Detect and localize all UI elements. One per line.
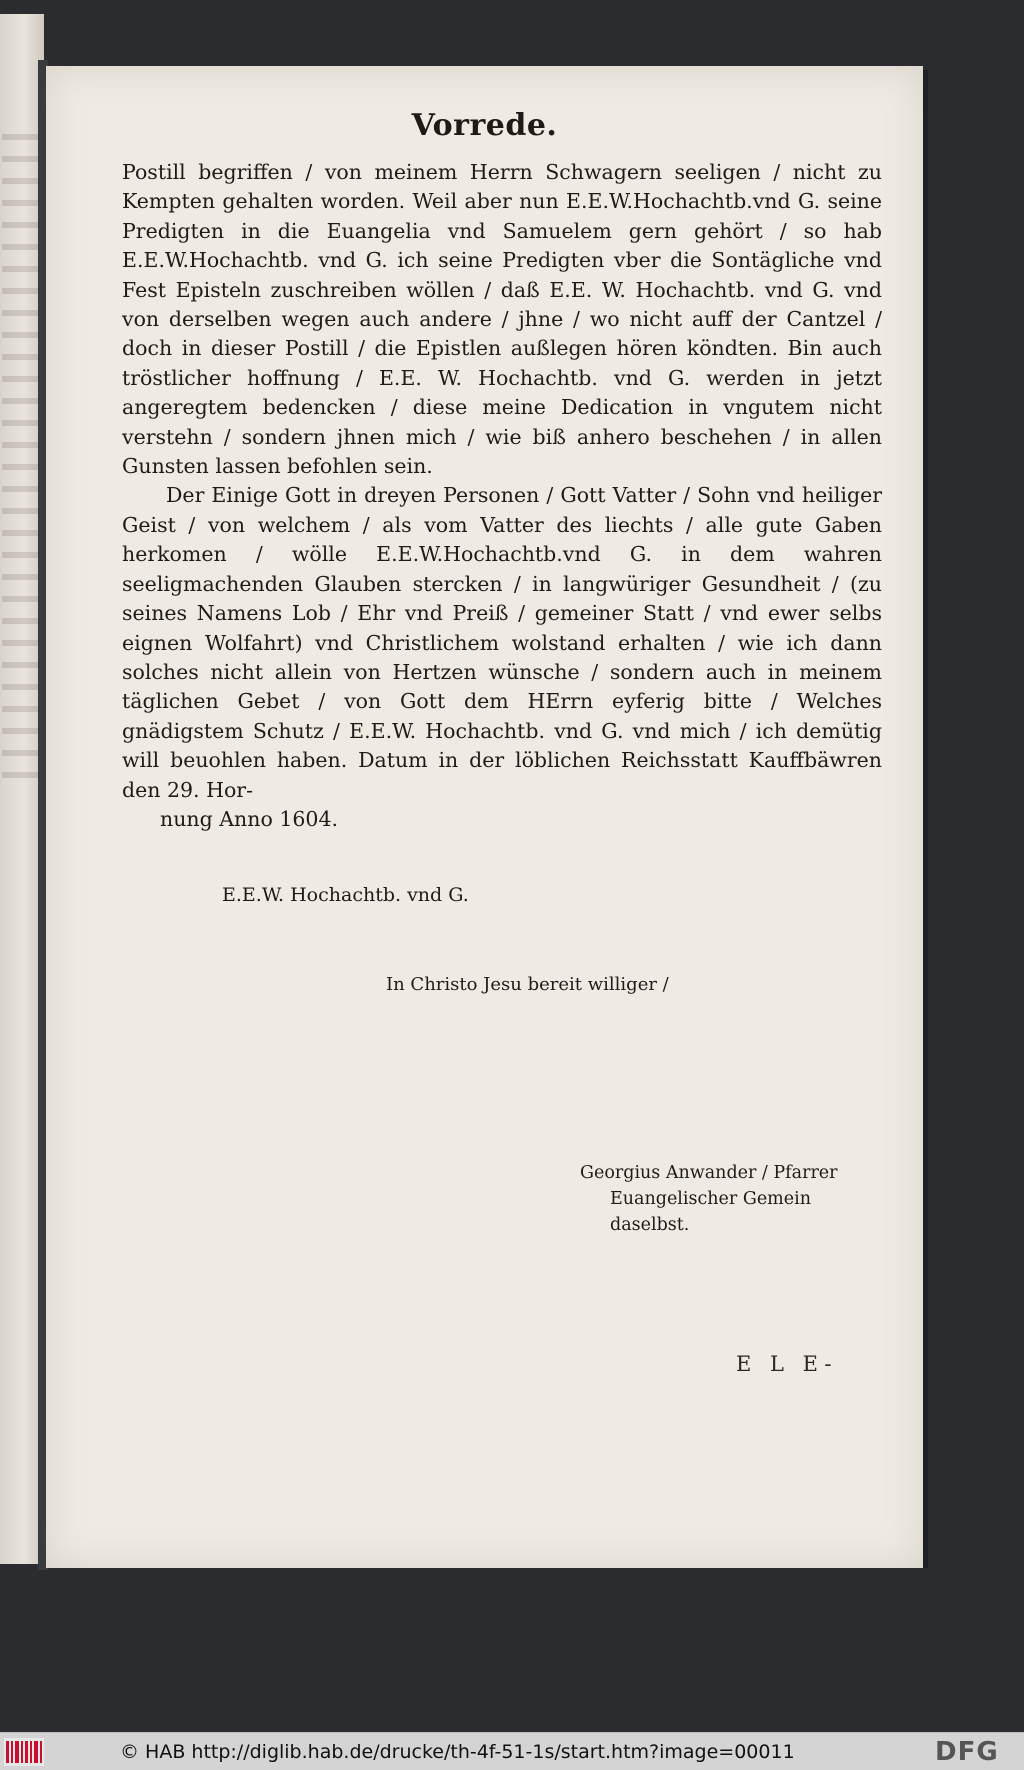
paragraph-1: Postill begriffen / von meinem Herrn Schwagern seeligen / nicht zu Kempten gehalten worden. Weil aber nun E.E.W.Hochachtb.vnd G. seine Predigten in die Euangelia vnd Samuelem gern gehört / so hab E.E.W.Hochachtb. vnd G. ich seine Predigten vber die Sontägliche vnd Fest Episteln zuschreiben wöllen / daß E.E. W. Hochachtb. vnd G. vnd von derselben wegen auch andere / jhne / wo nicht auff der Cantzel / doch in dieser Postill / die Epistlen außlegen hören köndten. Bin auch tröstlicher hoffnung / E.E. W. Hochachtb. vnd G. werden in jetzt angeregtem bedencken / diese meine Dedication in vngutem nicht verstehn / sondern jhnen mich / wie biß anhero beschehen / in allen Gunsten lassen befohlen sein. <box>122 160 882 479</box>
footer-bar <box>0 1732 1024 1770</box>
signature-line-3: daselbst. <box>610 1215 690 1235</box>
catchword: E L E- <box>736 1352 838 1376</box>
running-header: Vorrede. <box>411 108 558 143</box>
document-page <box>46 66 923 1568</box>
signature-line-1: Georgius Anwander / Pfarrer <box>580 1163 838 1183</box>
body-text <box>122 158 882 834</box>
dfg-logo[interactable]: DFG <box>935 1737 999 1767</box>
barcode-logo-icon[interactable] <box>4 1738 44 1766</box>
signature-block <box>580 1160 838 1238</box>
copyright-link[interactable]: © HAB http://diglib.hab.de/drucke/th-4f-51-1s/start.htm?image=00011 <box>120 1741 795 1763</box>
salutation: E.E.W. Hochachtb. vnd G. <box>222 884 469 906</box>
closing-formula: In Christo Jesu bereit williger / <box>386 974 669 995</box>
signature-line-2: Euangelischer Gemein <box>610 1189 811 1209</box>
previous-page-text-fragment <box>2 134 40 784</box>
paragraph-2-last-line: nung Anno 1604. <box>160 806 339 831</box>
paragraph-2: Der Einige Gott in dreyen Personen / Gott Vatter / Sohn vnd heiliger Geist / von welchem / als vom Vatter des liechts / alle gute Gaben herkomen / wölle E.E.W.Hochachtb.vnd G. in dem wahren seeligmachenden Glauben stercken / in langwüriger Gesundheit / (zu seines Namens Lob / Ehr vnd Preiß / gemeiner Statt / vnd ewer selbs eignen Wolfahrt) vnd Christlichem wolstand erhalten / wie ich dann solches nicht allein von Hertzen wünsche / sondern auch in meinem täglichen Gebet / von Gott dem HErrn eyferig bitte / Welches gnädigstem Schutz / E.E.W. Hochachtb. vnd G. vnd mich / ich demütig will beuohlen haben. Datum in der löblichen Reichsstatt Kauffbäwren den 29. Hor- <box>122 483 882 802</box>
